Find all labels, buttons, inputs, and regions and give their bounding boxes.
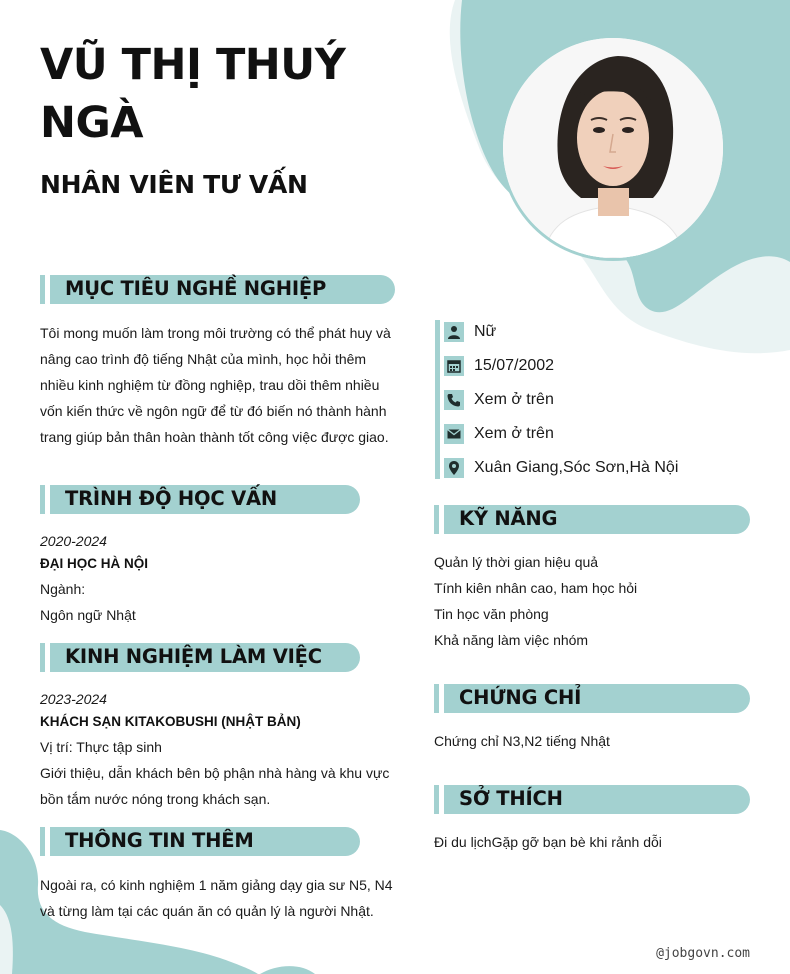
certificate-item: Chứng chỉ N3,N2 tiếng Nhật xyxy=(434,733,610,749)
section-title-education: TRÌNH ĐỘ HỌC VẤN xyxy=(65,487,278,510)
education-years: 2020-2024 xyxy=(40,533,107,549)
calendar-icon xyxy=(444,356,464,376)
section-title-certificates: CHỨNG CHỈ xyxy=(459,686,582,709)
experience-years: 2023-2024 xyxy=(40,691,107,707)
objective-line: trang giúp bản thân hoàn thành tốt công việc được giao. xyxy=(40,429,389,445)
section-header-experience xyxy=(40,643,360,672)
skill-item: Tin học văn phòng xyxy=(434,606,549,622)
candidate-name-line2: NGÀ xyxy=(40,98,144,148)
mail-icon xyxy=(444,424,464,444)
experience-desc-line: bồn tắm nước nóng trong khách sạn. xyxy=(40,791,271,807)
objective-line: nhiều kinh nghiệm từ đồng nghiệp, trau dồi thêm nhiều xyxy=(40,377,380,393)
section-title-objective: MỤC TIÊU NGHỀ NGHIỆP xyxy=(65,277,327,300)
section-header-hobbies xyxy=(434,785,750,814)
company-name: KHÁCH SẠN KITAKOBUSHI (NHẬT BẢN) xyxy=(40,714,301,729)
contact-accent-bar xyxy=(435,320,440,479)
section-title-additional: THÔNG TIN THÊM xyxy=(65,829,254,852)
candidate-name xyxy=(40,36,460,152)
candidate-name-line1: VŨ THỊ THUÝ xyxy=(40,40,346,90)
hobby-item: Đi du lịchGặp gỡ bạn bè khi rảnh dỗi xyxy=(434,834,662,850)
objective-line: vốn kiến thức về ngôn ngữ để từ đó biến nó thành hành xyxy=(40,403,387,419)
phone-value: Xem ở trên xyxy=(474,391,554,408)
watermark: @jobgovn.com xyxy=(656,946,750,961)
additional-line: Ngoài ra, có kinh nghiệm 1 năm giảng dạy gia sư N5, N4 xyxy=(40,877,393,893)
skill-item: Tính kiên nhân cao, ham học hỏi xyxy=(434,580,638,596)
location-pin-icon xyxy=(444,458,464,478)
skill-item: Khả năng làm việc nhóm xyxy=(434,632,589,648)
email-value: Xem ở trên xyxy=(474,425,554,442)
profile-photo xyxy=(503,38,723,258)
section-header-skills xyxy=(434,505,750,534)
section-title-skills: KỸ NĂNG xyxy=(459,507,558,530)
education-details xyxy=(40,576,136,628)
job-title: NHÂN VIÊN TƯ VẤN xyxy=(40,170,308,199)
additional-line: và từng làm tại các quán ăn có quản lý là người Nhật. xyxy=(40,903,374,919)
section-title-hobbies: SỞ THÍCH xyxy=(459,787,563,810)
address-value: Xuân Giang,Sóc Sơn,Hà Nội xyxy=(474,459,679,476)
experience-details xyxy=(40,734,396,812)
skill-item: Quản lý thời gian hiệu quả xyxy=(434,554,599,570)
major-label: Ngành: xyxy=(40,581,86,597)
school-name: ĐẠI HỌC HÀ NỘI xyxy=(40,556,148,571)
section-header-objective xyxy=(40,275,395,304)
gender-value: Nữ xyxy=(474,323,497,340)
section-header-certificates xyxy=(434,684,750,713)
objective-line: Tôi mong muốn làm trong môi trường có thể phát huy và xyxy=(40,325,391,341)
position-text: Vị trí: Thực tập sinh xyxy=(40,739,162,755)
section-title-experience: KINH NGHIỆM LÀM VIỆC xyxy=(65,645,322,668)
experience-desc-line: Giới thiệu, dẫn khách bên bộ phận nhà hàng và khu vực xyxy=(40,765,390,781)
phone-icon xyxy=(444,390,464,410)
section-header-education xyxy=(40,485,360,514)
additional-text xyxy=(40,872,400,924)
section-header-additional xyxy=(40,827,360,856)
portrait-image xyxy=(503,38,723,258)
person-icon xyxy=(444,322,464,342)
dob-value: 15/07/2002 xyxy=(474,357,555,374)
objective-text xyxy=(40,320,400,450)
major-value: Ngôn ngữ Nhật xyxy=(40,607,136,623)
objective-line: nâng cao trình độ tiếng Nhật của mình, học hỏi thêm xyxy=(40,351,367,367)
